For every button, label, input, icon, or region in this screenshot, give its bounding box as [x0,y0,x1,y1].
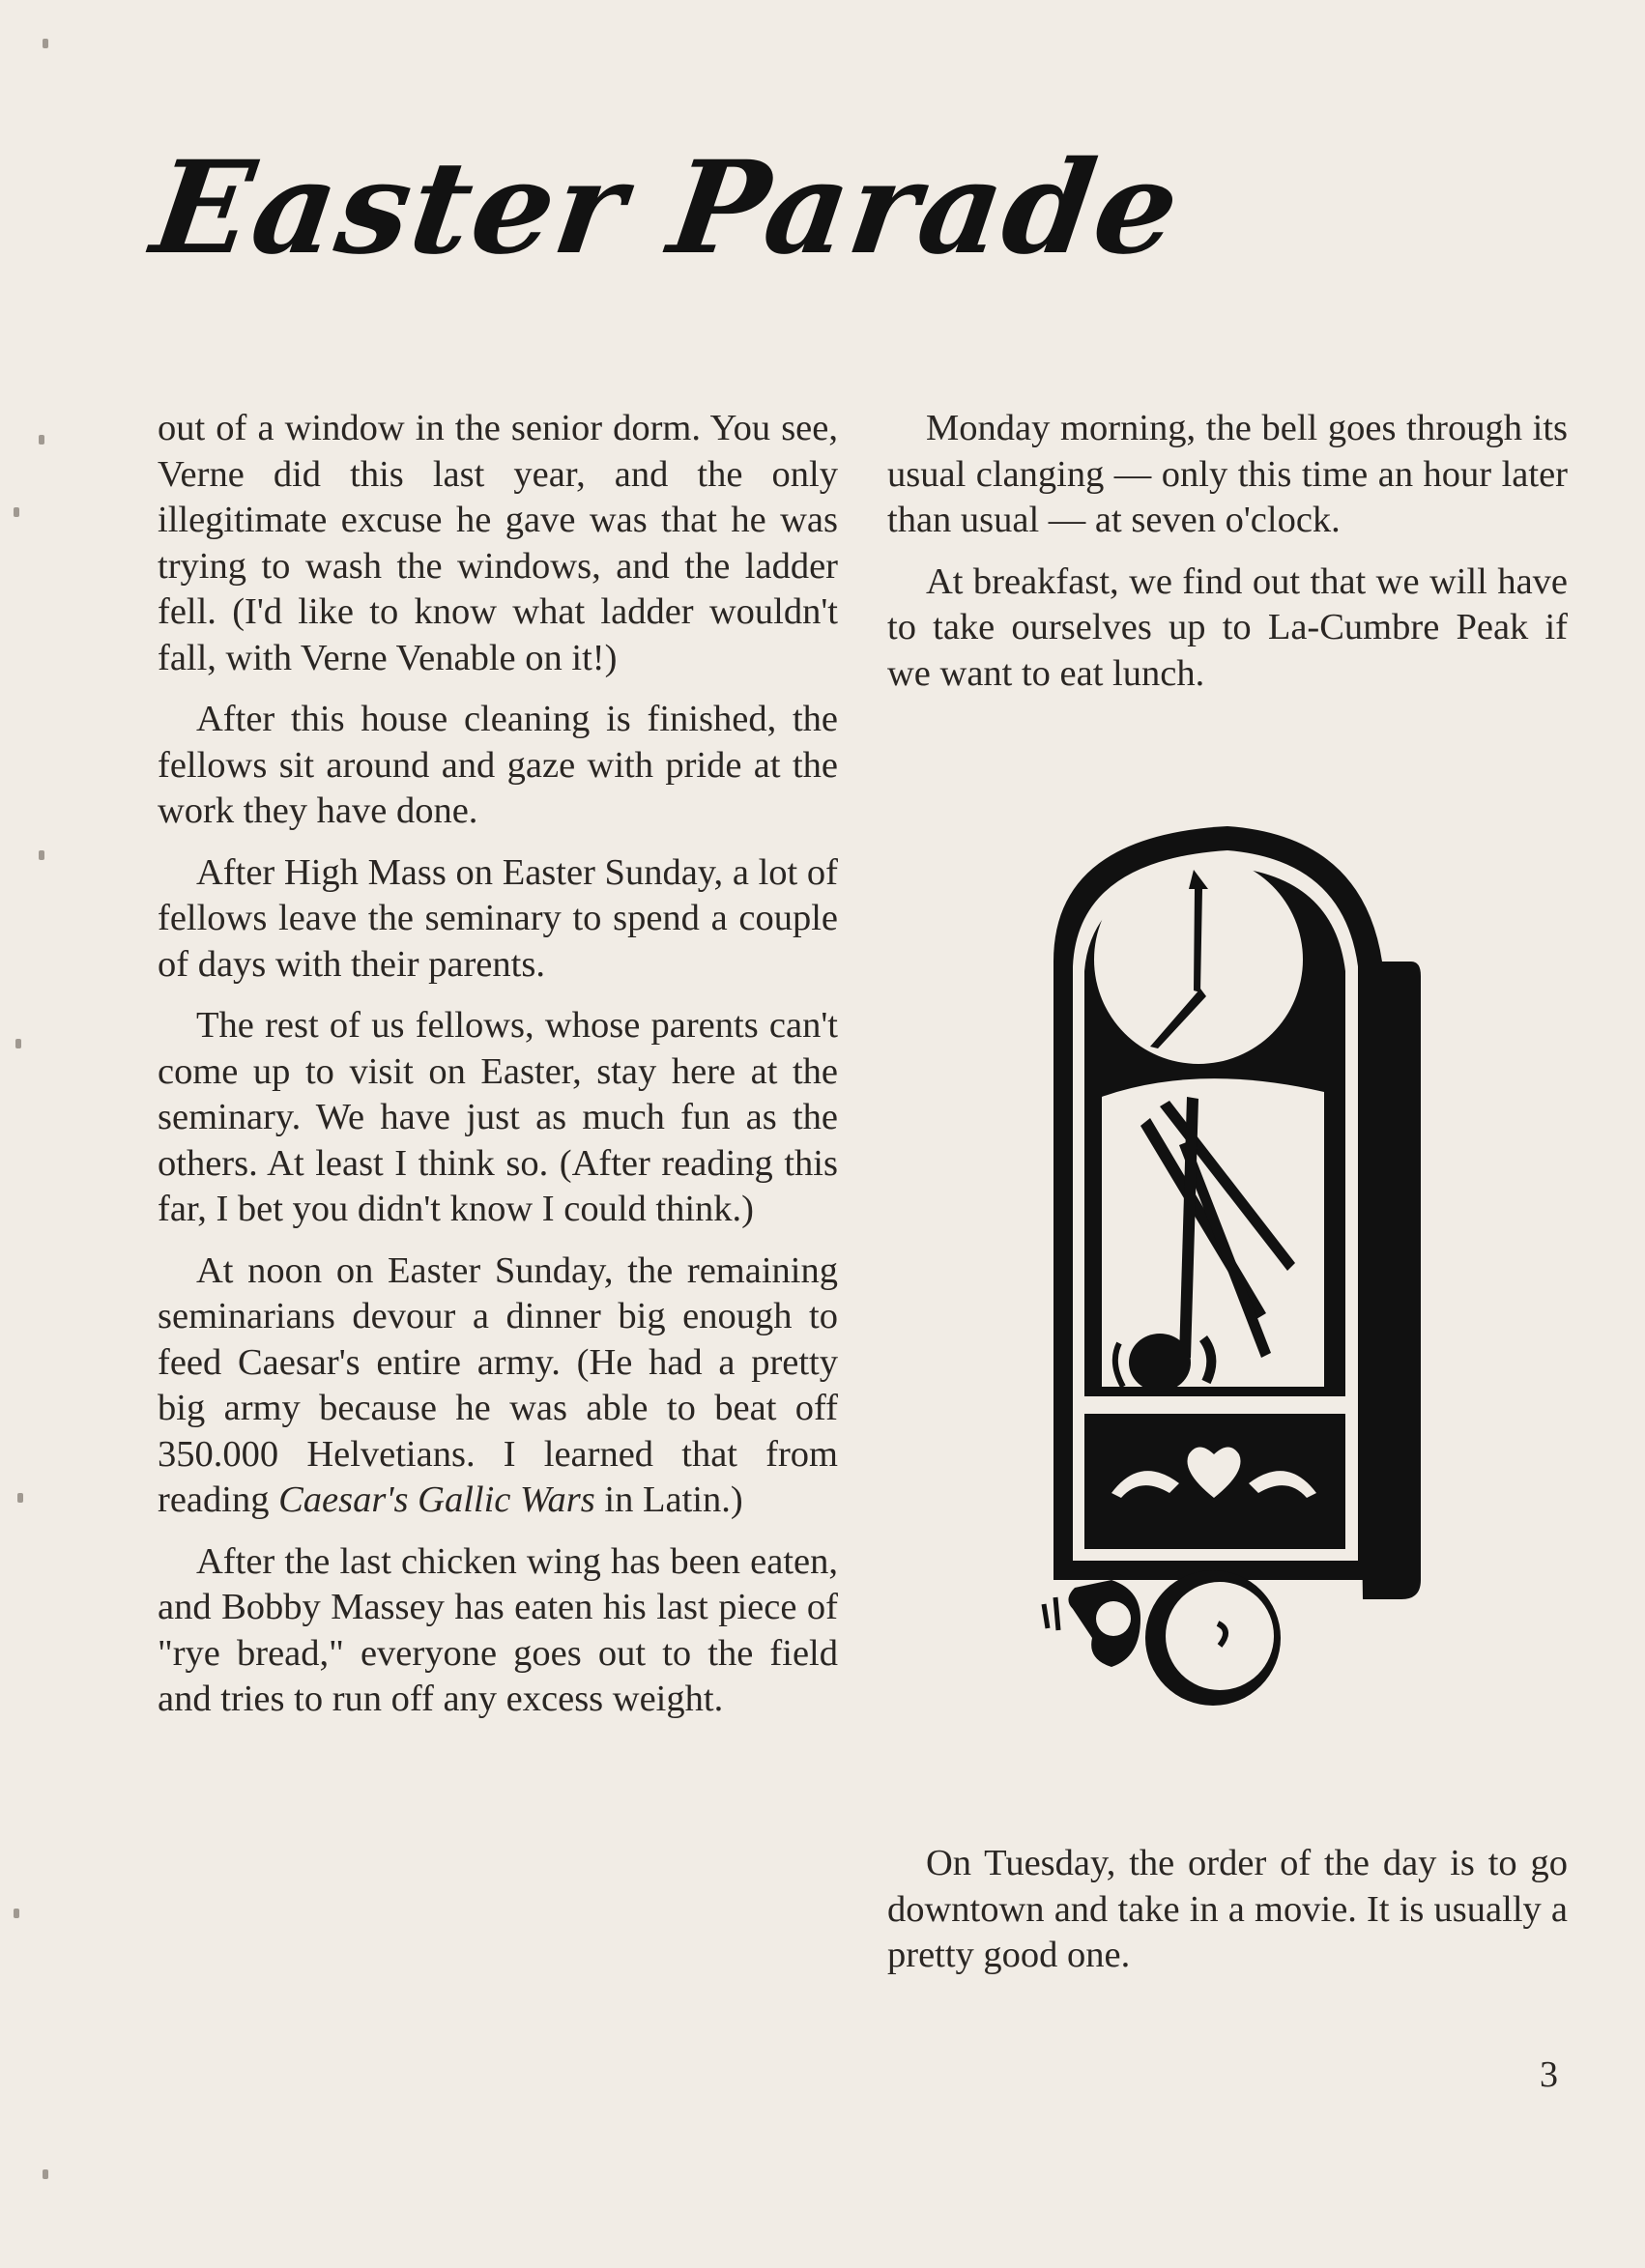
right-column [887,406,1568,712]
article-title: Easter Parade [144,133,1190,283]
paragraph: After the last chicken wing has been eaten, and Bobby Massey has eaten his last piece of "rye bread," everyone goes out to the field and tries to run off any excess weight. [158,1540,838,1719]
paragraph-text: At noon on Easter Sunday, the remaining seminarians devour a dinner big enough to feed Caesar's entire army. (He had a pretty big army because he was able to beat off 350.000 Helvetians. I learned that from reading [158,1249,838,1520]
paragraph: On Tuesday, the order of the day is to go downtown and take in a movie. It is usually a pretty good one. [887,1843,1568,1975]
paragraph [158,1249,838,1524]
margin-mark [39,850,44,860]
paragraph: The rest of us fellows, whose parents can't come up to visit on Easter, stay here at the seminary. We have just as much fun as the others. At least I think so. (After reading this far, I bet you didn't know I could think.) [158,1005,838,1229]
paragraph: After this house cleaning is finished, the fellows sit around and gaze with pride at the work they have done. [158,699,838,831]
margin-mark [43,2169,48,2179]
paragraph: At breakfast, we find out that we will have to take ourselves up to La-Cumbre Peak if we want to eat lunch. [887,560,1568,694]
paragraph-text: in Latin.) [594,1479,743,1520]
margin-mark [14,1909,19,1918]
book-title: Caesar's Gallic Wars [278,1479,595,1520]
margin-mark [14,507,19,517]
paragraph: Monday morning, the bell goes through its usual clanging — only this time an hour later than usual — at seven o'clock. [887,408,1568,540]
margin-mark [43,39,48,48]
left-column [158,406,838,1738]
clock-illustration [1034,817,1440,1744]
paragraph: out of a window in the senior dorm. You see, Verne did this last year, and the only illegitimate excuse he gave was that he was trying to wash the windows, and the ladder fell. (I'd like to know what ladder wouldn't fall, with Verne Venable on it!) [158,408,838,678]
paragraph: After High Mass on Easter Sunday, a lot of fellows leave the seminary to spend a couple of days with their parents. [158,851,838,985]
right-column-bottom [887,1841,1568,1995]
margin-mark [15,1039,21,1048]
margin-mark [39,435,44,445]
margin-mark [17,1493,23,1503]
page-number: 3 [1540,2054,1558,2095]
